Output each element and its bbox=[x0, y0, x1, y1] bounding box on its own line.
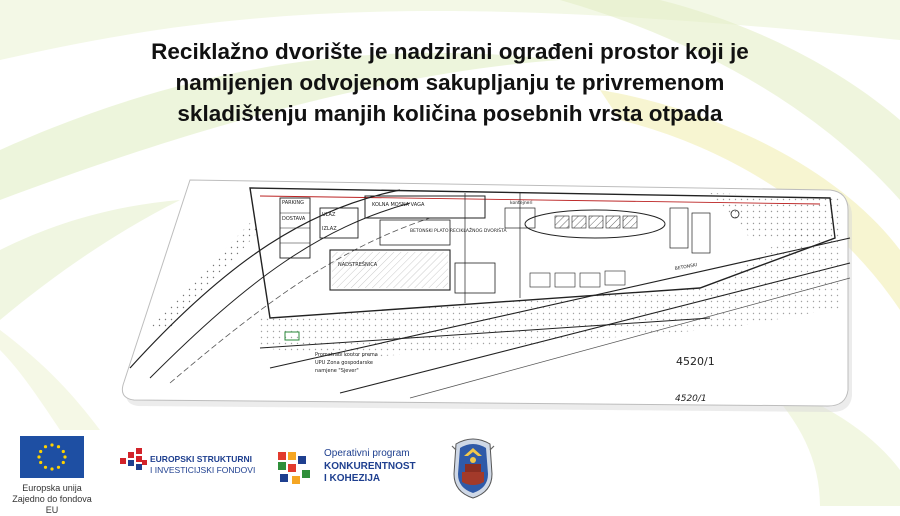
eu-caption bbox=[6, 483, 98, 516]
label-dostava: DOSTAVA bbox=[282, 216, 306, 222]
label-nadstresnica: NADSTREŠNICA bbox=[338, 262, 378, 268]
op-line-2: KONKURENTNOST bbox=[324, 460, 416, 472]
site-plan-drawing bbox=[110, 168, 855, 418]
label-betonski: BETONSKI bbox=[674, 263, 698, 272]
page-title bbox=[70, 36, 830, 129]
label-ulaz: ULAZ bbox=[322, 212, 336, 218]
parcel-number-main: 4520/1 bbox=[676, 355, 715, 368]
label-plato: BETONSKI PLATO RECIKLAŽNOG DVORIŠTA bbox=[410, 229, 507, 234]
label-izlaz: IZLAZ bbox=[322, 226, 337, 232]
title-line-2: namijenjen odvojenom sakupljanju te privremenom bbox=[175, 70, 725, 95]
esif-line-1: EUROPSKI STRUKTURNI bbox=[150, 454, 253, 464]
op-text bbox=[324, 448, 416, 486]
esif-line-2: I INVESTICIJSKI FONDOVI bbox=[150, 465, 256, 475]
op-line-3: I KOHEZIJA bbox=[324, 473, 381, 484]
eu-caption-line-2: Zajedno do fondova EU bbox=[12, 494, 92, 515]
label-parking: PARKING bbox=[282, 200, 304, 206]
op-logo-icon bbox=[276, 450, 314, 488]
title-line-3: skladištenju manjih količina posebnih vrsta otpada bbox=[177, 101, 723, 126]
esif-logo-icon bbox=[118, 446, 148, 476]
op-line-1: Operativni program bbox=[324, 448, 410, 459]
municipal-crest-icon bbox=[448, 434, 498, 500]
title-line-1: Reciklažno dvorište je nadzirani ograđeni prostor koji je bbox=[151, 39, 749, 64]
label-vaga: KOLNA MOSNA VAGA bbox=[372, 202, 425, 208]
parcel-number-edge: 4520/1 bbox=[675, 394, 707, 404]
label-kontejneri: kontejneri bbox=[510, 201, 533, 206]
label-kontura-3: namjene "Sjever" bbox=[315, 368, 359, 374]
label-kontura-2: UPU Zona gospodarske bbox=[315, 360, 373, 366]
eu-flag-icon bbox=[20, 436, 84, 478]
footer-logos bbox=[0, 428, 900, 515]
esif-text bbox=[150, 454, 255, 476]
label-kontura-1: Promatrani kontor prema bbox=[315, 352, 378, 358]
eu-caption-line-1: Europska unija bbox=[22, 483, 82, 493]
